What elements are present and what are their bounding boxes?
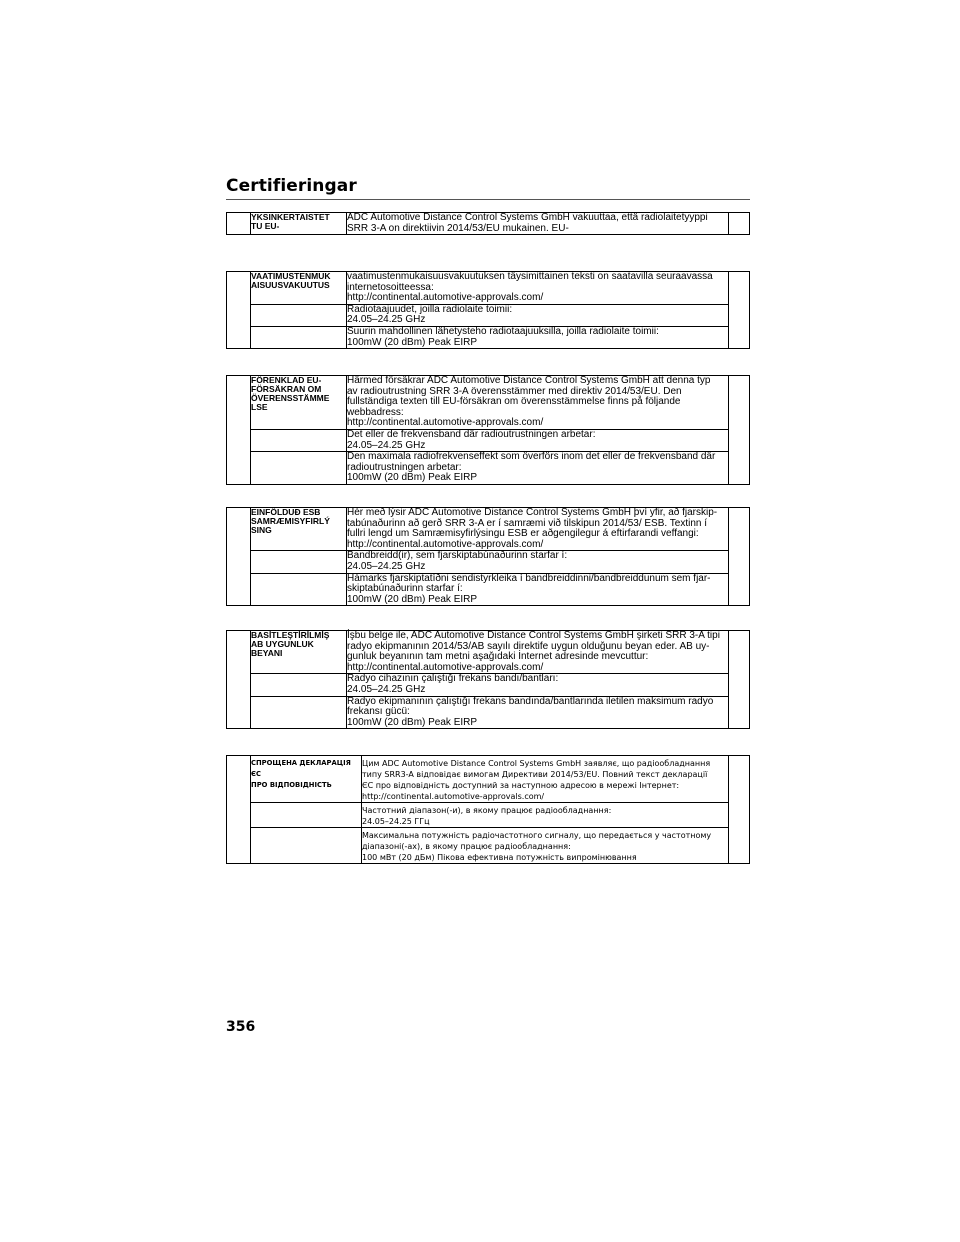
table-text-cell: Radiotaajuudet, joilla radiolaite toimii: 24.05–24.25 GHz	[347, 304, 729, 326]
table-empty-heading	[251, 326, 347, 348]
table-row	[227, 429, 750, 451]
table-text-cell: Den maximala radiofrekvenseffekt som överförs inom det eller de frekvensband där radioutrustningen arbetar: 100mW (20 dBm) Peak EIRP	[347, 452, 729, 485]
certification-table-sv	[226, 375, 750, 485]
table-heading: СПРОЩЕНА ДЕКЛАРАЦІЯ ЄС ПРО ВІДПОВІДНІСТЬ	[251, 756, 362, 803]
table-empty-heading	[251, 674, 347, 696]
table-right-margin-cell	[729, 272, 750, 349]
certification-table-is	[226, 507, 750, 606]
page-title: Certifieringar	[226, 176, 357, 196]
table-text-cell: İşbu belge ile, ADC Automotive Distance Control Systems GmbH şirketi SRR 3-A tipi radyo ekipmanının 2014/53/AB sayılı direktife uygun olduğunu beyan eder. AB uy- gunluk beyanının tam metni aşağıdaki İnternet adresinde mevcuttur: http://continental.automotive-approvals.com/	[347, 631, 729, 674]
table-row	[227, 551, 750, 573]
table-empty-heading	[251, 452, 347, 485]
table-left-margin-cell	[227, 376, 251, 485]
table-row	[227, 508, 750, 551]
table-empty-heading	[251, 304, 347, 326]
table-right-margin-cell	[729, 631, 750, 729]
table-empty-heading	[251, 551, 347, 573]
table-text-cell: Цим ADC Automotive Distance Control Systems GmbH заявляє, що радіообладнання типу SRR3-A відповідає вимогам Директиви 2014/53/EU. Повний текст декларації ЄС про відповідність доступний за наступною адресою в мережі Інтернет: http://continental.automotive-approvals.com/	[362, 756, 729, 803]
table-row	[227, 326, 750, 348]
table-right-margin-cell	[729, 376, 750, 485]
table-heading: BASİTLEŞTİRİLMİŞ AB UYGUNLUK BEYANI	[251, 631, 347, 674]
table-row	[227, 213, 750, 235]
table-text-cell: Максимальна потужність радіочастотного сигналу, що передається у частотному діапазоні(-ах), в якому працює радіообладнання: 100 мВт (20 дБм) Пікова ефективна потужність випромінювання	[362, 828, 729, 864]
table-heading: YKSINKERTAISTET TU EU-	[251, 213, 347, 235]
title-divider	[226, 199, 750, 200]
table-heading: EINFÖLDUÐ ESB SAMRÆMISYFIRLÝ SING	[251, 508, 347, 551]
table-text-cell: Hámarks fjarskiptatíðni sendistyrkleika í bandbreiddinni/bandbreiddunum sem fjar- skiptabúnaðurinn starfar í: 100mW (20 dBm) Peak EIRP	[347, 573, 729, 606]
table-row	[227, 696, 750, 729]
table-empty-heading	[251, 573, 347, 606]
table-heading: VAATIMUSTENMUK AISUUSVAKUUTUS	[251, 272, 347, 305]
certification-table-fi-2	[226, 271, 750, 349]
table-row	[227, 376, 750, 430]
table-text-cell: Suurin mahdollinen lähetysteho radiotaajuuksilla, joilla radiolaite toimii: 100mW (20 dBm) Peak EIRP	[347, 326, 729, 348]
table-empty-heading	[251, 429, 347, 451]
table-empty-heading	[251, 696, 347, 729]
table-empty-heading	[251, 828, 362, 864]
table-text-cell: Härmed försäkrar ADC Automotive Distance Control Systems GmbH att denna typ av radioutrustning SRR 3-A överensstämmer med direktiv 2014/53/EU. Den fullständiga texten till EU-försäkran om överensstämmelse finns på följande webbadress: http://continental.automotive-approvals.com/	[347, 376, 729, 430]
table-row	[227, 756, 750, 803]
page-number: 356	[226, 1019, 256, 1035]
table-text-cell: Bandbreidd(ir), sem fjarskiptabúnaðurinn starfar í: 24.05–24.25 GHz	[347, 551, 729, 573]
table-empty-heading	[251, 803, 362, 828]
table-left-margin-cell	[227, 213, 251, 235]
table-left-margin-cell	[227, 272, 251, 349]
table-left-margin-cell	[227, 756, 251, 864]
table-text-cell: Частотний діапазон(-и), в якому працює радіообладнання: 24.05–24.25 ГГц	[362, 803, 729, 828]
table-text-cell: Det eller de frekvensband där radioutrustningen arbetar: 24.05–24.25 GHz	[347, 429, 729, 451]
table-row	[227, 631, 750, 674]
table-row	[227, 674, 750, 696]
table-heading: FÖRENKLAD EU- FÖRSÄKRAN OM ÖVERENSSTÄMME LSE	[251, 376, 347, 430]
table-row	[227, 304, 750, 326]
table-row	[227, 803, 750, 828]
certification-table-fi-1	[226, 212, 750, 235]
table-right-margin-cell	[729, 213, 750, 235]
table-text-cell: Radyo cihazının çalıştığı frekans bandı/bantları: 24.05–24.25 GHz	[347, 674, 729, 696]
table-right-margin-cell	[729, 756, 750, 864]
certification-table-uk	[226, 755, 750, 864]
table-right-margin-cell	[729, 508, 750, 606]
table-text-cell: vaatimustenmukaisuusvakuutuksen täysimittainen teksti on saatavilla seuraavassa internetosoitteessa: http://continental.automotive-approvals.com/	[347, 272, 729, 305]
certification-table-tr	[226, 630, 750, 729]
table-left-margin-cell	[227, 508, 251, 606]
table-row	[227, 828, 750, 864]
table-row	[227, 573, 750, 606]
table-text-cell: Hér með lýsir ADC Automotive Distance Control Systems GmbH því yfir, að fjarskip- tabúnaðurinn að gerð SRR 3-A er í samræmi við tilskipun 2014/53/ ESB. Textinn í fullri lengd um Samræmisyfirlýsingu ESB er aðgengilegur á eftirfarandi veffangi: http://continental.automotive-approvals.com/	[347, 508, 729, 551]
table-row	[227, 452, 750, 485]
table-text-cell: ADC Automotive Distance Control Systems GmbH vakuuttaa, että radiolaitetyyppi SRR 3-A on direktiivin 2014/53/EU mukainen. EU-	[347, 213, 729, 235]
table-text-cell: Radyo ekipmanının çalıştığı frekans bandında/bantlarında iletilen maksimum radyo frekansı gücü: 100mW (20 dBm) Peak EIRP	[347, 696, 729, 729]
table-row	[227, 272, 750, 305]
table-left-margin-cell	[227, 631, 251, 729]
